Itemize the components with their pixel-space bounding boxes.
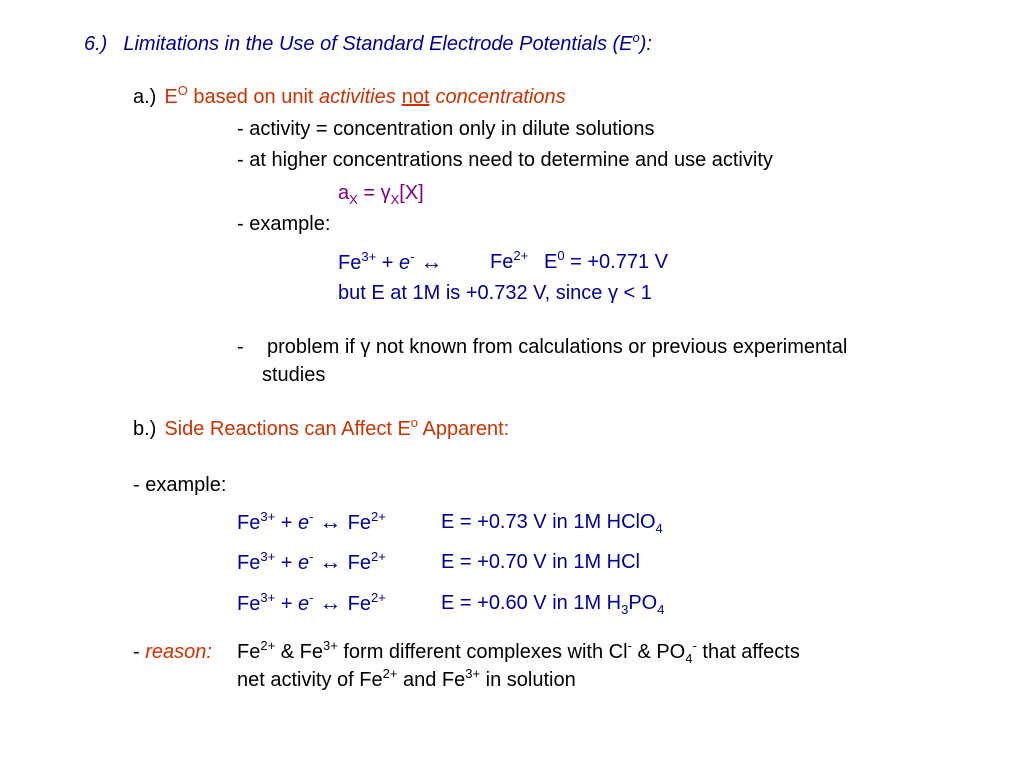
row-fe2: Fe xyxy=(347,512,372,534)
formula-a-subscript: X xyxy=(349,192,358,207)
reaction-fe3-charge: 3+ xyxy=(361,249,377,264)
reaction-plus: + xyxy=(376,252,399,274)
reason-net-fe2-charge: 2+ xyxy=(382,666,398,681)
row-plus: + xyxy=(275,512,298,534)
slide-title xyxy=(84,32,652,58)
formula-concentration: [X] xyxy=(399,182,424,204)
reason-fe-a-charge: 2+ xyxy=(260,638,276,653)
row-electron-charge: - xyxy=(309,549,314,564)
reason-po-subscript: 4 xyxy=(685,651,693,666)
row-fe3: Fe xyxy=(237,593,261,615)
section-a-concentrations: concentrations xyxy=(435,86,566,108)
row-fe2-charge: 2+ xyxy=(371,549,386,564)
row-condition-mid: PO xyxy=(628,592,658,614)
reaction-row-2-condition xyxy=(441,550,640,574)
section-b-heading-superscript: o xyxy=(410,415,419,430)
reaction-row-2-equation xyxy=(237,550,386,577)
row-fe3: Fe xyxy=(237,552,261,574)
row-condition: E = +0.70 V in 1M HCl xyxy=(441,551,640,573)
section-a-reaction-left xyxy=(338,250,443,277)
row-arrow: ↔ xyxy=(313,509,348,534)
reaction-fe3: Fe xyxy=(338,252,362,274)
reaction-row-1-equation xyxy=(237,510,386,537)
reason-complexes: form different complexes with Cl xyxy=(337,641,628,663)
row-electron: e xyxy=(297,593,310,615)
reaction-row-3-condition xyxy=(441,591,664,617)
row-fe3-charge: 3+ xyxy=(260,590,276,605)
reason-line-1 xyxy=(237,640,800,666)
reaction-e: E xyxy=(544,251,558,273)
row-fe2: Fe xyxy=(347,552,372,574)
row-electron-charge: - xyxy=(309,590,314,605)
row-electron-charge: - xyxy=(309,509,314,524)
reaction-e-superscript: 0 xyxy=(557,248,565,263)
section-a-bullet-1: - activity = concentration only in dilute solutions xyxy=(237,118,655,140)
row-plus: + xyxy=(275,552,298,574)
section-b-example-label: - example: xyxy=(133,474,227,496)
reason-dash: - xyxy=(133,641,146,663)
formula-a: a xyxy=(338,182,350,204)
row-condition-subscript: 4 xyxy=(655,521,663,536)
row-fe3-charge: 3+ xyxy=(260,549,276,564)
reaction-arrow: ↔ xyxy=(414,249,443,274)
reaction-electron: e xyxy=(398,252,411,274)
section-a-based-text: based on unit xyxy=(187,86,320,108)
row-condition-subscript-2: 4 xyxy=(657,602,665,617)
section-b-heading-tail: Apparent: xyxy=(418,418,510,440)
reason-label: reason: xyxy=(145,641,212,663)
reason-affects: that affects xyxy=(696,641,800,663)
section-a-example-label: - example: xyxy=(237,213,331,235)
reason-net: net activity of Fe xyxy=(237,669,383,691)
reason-and: and Fe xyxy=(397,669,466,691)
row-electron: e xyxy=(297,552,310,574)
formula-gamma-subscript: X xyxy=(390,192,400,207)
reaction-value: = +0.771 V xyxy=(564,251,668,273)
title-tail: ): xyxy=(639,33,652,55)
row-fe2-charge: 2+ xyxy=(371,590,386,605)
reason-label-line xyxy=(133,640,212,664)
row-condition: E = +0.73 V in 1M HClO xyxy=(441,511,656,533)
section-a-activities: activities xyxy=(319,86,396,108)
row-condition: E = +0.60 V in 1M H xyxy=(441,592,622,614)
section-b-label: b.) xyxy=(133,418,157,440)
reason-po-charge: - xyxy=(692,638,697,653)
reaction-row-3-equation xyxy=(237,591,386,618)
section-a-label: a.) xyxy=(133,86,157,108)
formula-equals: = xyxy=(357,182,381,204)
section-a-problem-line-1: problem if γ not known from calculations or previous experimental xyxy=(267,336,848,358)
title-text: Limitations in the Use of Standard Electrode Potentials (E xyxy=(123,33,633,55)
row-fe3-charge: 3+ xyxy=(260,509,276,524)
reason-net-fe3-charge: 3+ xyxy=(465,666,481,681)
reaction-row-1-condition xyxy=(441,510,663,536)
section-a-e-superscript: O xyxy=(177,83,188,98)
section-b-heading-text: Side Reactions can Affect E xyxy=(164,418,411,440)
formula-gamma: γ xyxy=(380,182,391,204)
reaction-fe2: Fe xyxy=(490,251,514,273)
section-a-e: E xyxy=(164,86,178,108)
title-superscript: o xyxy=(632,30,640,45)
section-a-heading xyxy=(133,85,566,111)
reaction-electron-charge: - xyxy=(410,249,415,264)
section-a-not: not xyxy=(401,86,430,108)
title-number: 6.) xyxy=(84,33,108,55)
row-arrow: ↔ xyxy=(313,549,348,574)
reason-fe-b-charge: 3+ xyxy=(322,638,338,653)
section-a-problem-line-2: studies xyxy=(262,364,326,386)
row-fe2-charge: 2+ xyxy=(371,509,386,524)
section-a-bullet-2: - at higher concentrations need to determine and use activity xyxy=(237,149,773,171)
row-plus: + xyxy=(275,593,298,615)
reason-and-fe: & Fe xyxy=(275,641,323,663)
reason-fe-a: Fe xyxy=(237,641,261,663)
reason-line-2 xyxy=(237,668,576,694)
reason-po: & PO xyxy=(631,641,686,663)
section-a-reaction-potential xyxy=(544,250,668,276)
reason-solution: in solution xyxy=(480,669,576,691)
section-a-reaction-product xyxy=(490,250,528,276)
section-a-problem-dash: - xyxy=(237,336,244,358)
reaction-fe2-charge: 2+ xyxy=(513,248,529,263)
row-fe3: Fe xyxy=(237,512,261,534)
section-a-note: but E at 1M is +0.732 V, since γ < 1 xyxy=(338,282,652,304)
section-b-heading xyxy=(133,417,509,443)
row-electron: e xyxy=(297,512,310,534)
row-condition-subscript-1: 3 xyxy=(621,602,629,617)
activity-formula xyxy=(338,181,424,207)
reason-cl-charge: - xyxy=(627,638,632,653)
row-arrow: ↔ xyxy=(313,590,348,615)
row-fe2: Fe xyxy=(347,593,372,615)
